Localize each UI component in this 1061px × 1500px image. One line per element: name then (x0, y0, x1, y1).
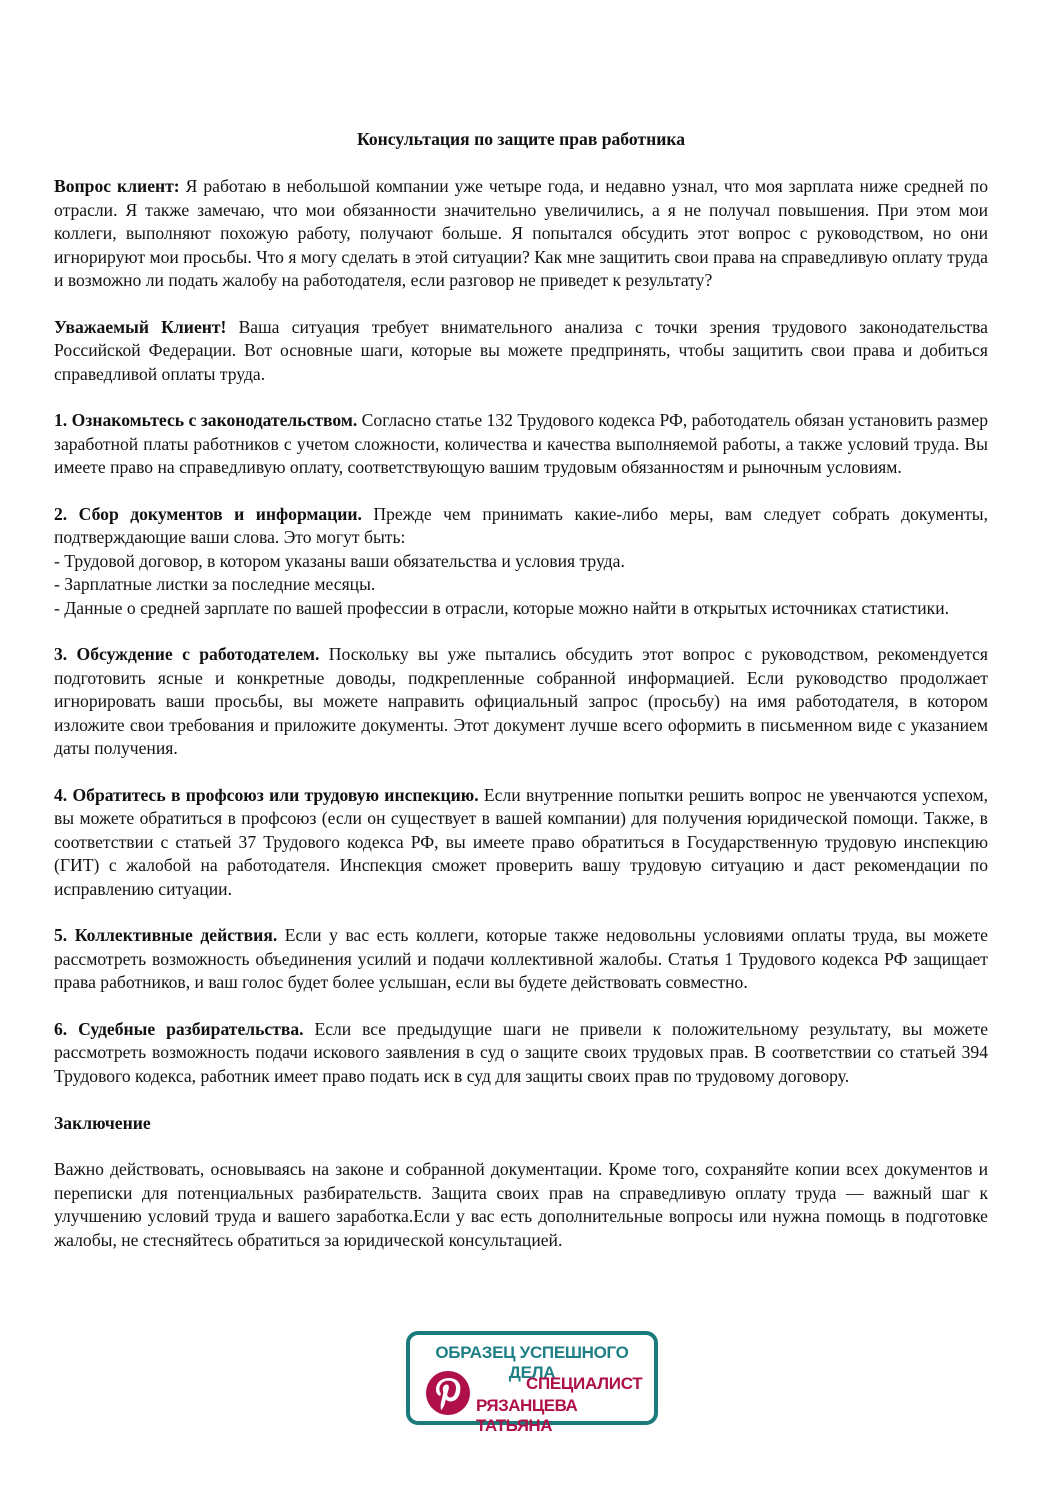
step-1-text: Согласно статье 132 Трудового кодекса РФ, работодатель обязан установить размер заработной платы работников с учетом сложности, количества и качества выполняемой работы, а также условий труда. Вы имеете право на справедливую оплату, соответствующую вашим трудовым обязанностям и рыночным условиям. (54, 410, 988, 478)
step-2-intro (54, 503, 988, 550)
step-1-heading: 1. Ознакомьтесь с законодательством. (54, 410, 358, 431)
question-text: Я работаю в небольшой компании уже четыре года, и недавно узнал, что моя зарплата ниже средней по отрасли. Я также замечаю, что мои обязанности значительно увеличились, а я не получал повышения. При этом мои коллеги, выполняют похожую работу, получают больше. Я попытался обсудить этот вопрос с руководством, но они игнорируют мои просьбы. Что я могу сделать в этой ситуации? Как мне защитить свои права на справедливую оплату труда и возможно ли подать жалобу на работодателя, если разговор не приведет к результату? (54, 176, 988, 291)
greeting-label: Уважаемый Клиент! (54, 316, 227, 337)
stamp-line-3: РЯЗАНЦЕВА ТАТЬЯНА (476, 1396, 578, 1435)
client-question (54, 175, 988, 292)
step-5-text: Если у вас есть коллеги, которые также недовольны условиями оплаты труда, вы можете рассмотреть возможность объединения усилий и подачи коллективной жалобы. Статья 1 Трудового кодекса РФ защищает права работников, и ваш голос будет более услышан, если вы будете действовать совместно. (54, 925, 988, 993)
stamp-line-2: СПЕЦИАЛИСТ (526, 1374, 643, 1393)
conclusion-text: Важно действовать, основываясь на законе и собранной документации. Кроме того, сохраняйте копии всех документов и переписки для потенциальных разбирательств. Защита своих прав на справедливую оплату труда — важный шаг к улучшению условий труда и вашего заработка.Если у вас есть дополнительные вопросы или нужна помощь в подготовке жалобы, не стесняйтесь обратиться за юридической консультацией. (54, 1159, 988, 1250)
list-item: - Трудовой договор, в котором указаны ваши обязательства и условия труда. (54, 550, 625, 571)
list-item: - Данные о средней зарплате по вашей профессии в отрасли, которые можно найти в открытых источниках статистики. (54, 597, 950, 618)
conclusion-heading: Заключение (54, 1112, 151, 1133)
step-6 (54, 1018, 988, 1088)
greeting-paragraph (54, 316, 988, 386)
step-6-heading: 6. Судебные разбирательства. (54, 1018, 304, 1039)
step-5 (54, 924, 988, 994)
step-4-text: Если внутренние попытки решить вопрос не увенчаются успехом, вы можете обратиться в профсоюз (если он существует в вашей компании) для получения юридической помощи. Также, в соответствии с статьей 37 Трудового кодекса РФ, вы имеете право обратиться в Государственную трудовую инспекцию (ГИТ) с жалобой на работодателя. Инспекция сможет проверить вашу трудовую ситуацию и даст рекомендации по исправлению ситуации. (54, 784, 989, 899)
step-4 (54, 784, 988, 901)
document-title: Консультация по защите прав работника (356, 129, 686, 149)
step-3-heading: 3. Обсуждение с работодателем. (54, 644, 320, 665)
step-2 (54, 503, 988, 620)
step-2-text: Прежде чем принимать какие-либо меры, вам следует собрать документы, подтверждающие ваши слова. Это могут быть: (54, 504, 988, 548)
list-item: - Зарплатные листки за последние месяцы. (54, 574, 376, 595)
pinterest-icon (424, 1369, 472, 1417)
stamp-line-1: ОБРАЗЕЦ УСПЕШНОГО ДЕЛА (435, 1343, 629, 1382)
step-4-heading: 4. Обратитесь в профсоюз или трудовую инспекцию. (54, 784, 479, 805)
step-1 (54, 409, 988, 479)
step-2-heading: 2. Сбор документов и информации. (54, 504, 362, 525)
specialist-stamp (406, 1331, 658, 1435)
step-3 (54, 643, 988, 760)
document-body (54, 128, 988, 1275)
step-5-heading: 5. Коллективные действия. (54, 925, 278, 946)
step-6-text: Если все предыдущие шаги не привели к положительному результату, вы можете рассмотреть возможность подачи искового заявления в суд о защите своих трудовых прав. В соответствии со статьей 394 Трудового кодекса, работник имеет право подать иск в суд для защиты своих прав по трудовому договору. (54, 1018, 989, 1086)
greeting-text: Ваша ситуация требует внимательного анализа с точки зрения трудового законодательства Российской Федерации. Вот основные шаги, которые вы можете предпринять, чтобы защитить свои права и добиться справедливой оплаты труда. (54, 316, 988, 384)
question-label: Вопрос клиент: (54, 176, 180, 197)
step-3-text: Поскольку вы уже пытались обсудить этот вопрос с руководством, рекомендуется подготовить ясные и конкретные доводы, подкрепленные собранной информацией. Если руководство продолжает игнорировать ваши просьбы, вы можете направить официальный запрос (просьбу) на имя работодателя, в котором изложите свои требования и приложите документы. Этот документ лучше всего оформить в письменном виде с указанием даты получения. (54, 644, 988, 759)
